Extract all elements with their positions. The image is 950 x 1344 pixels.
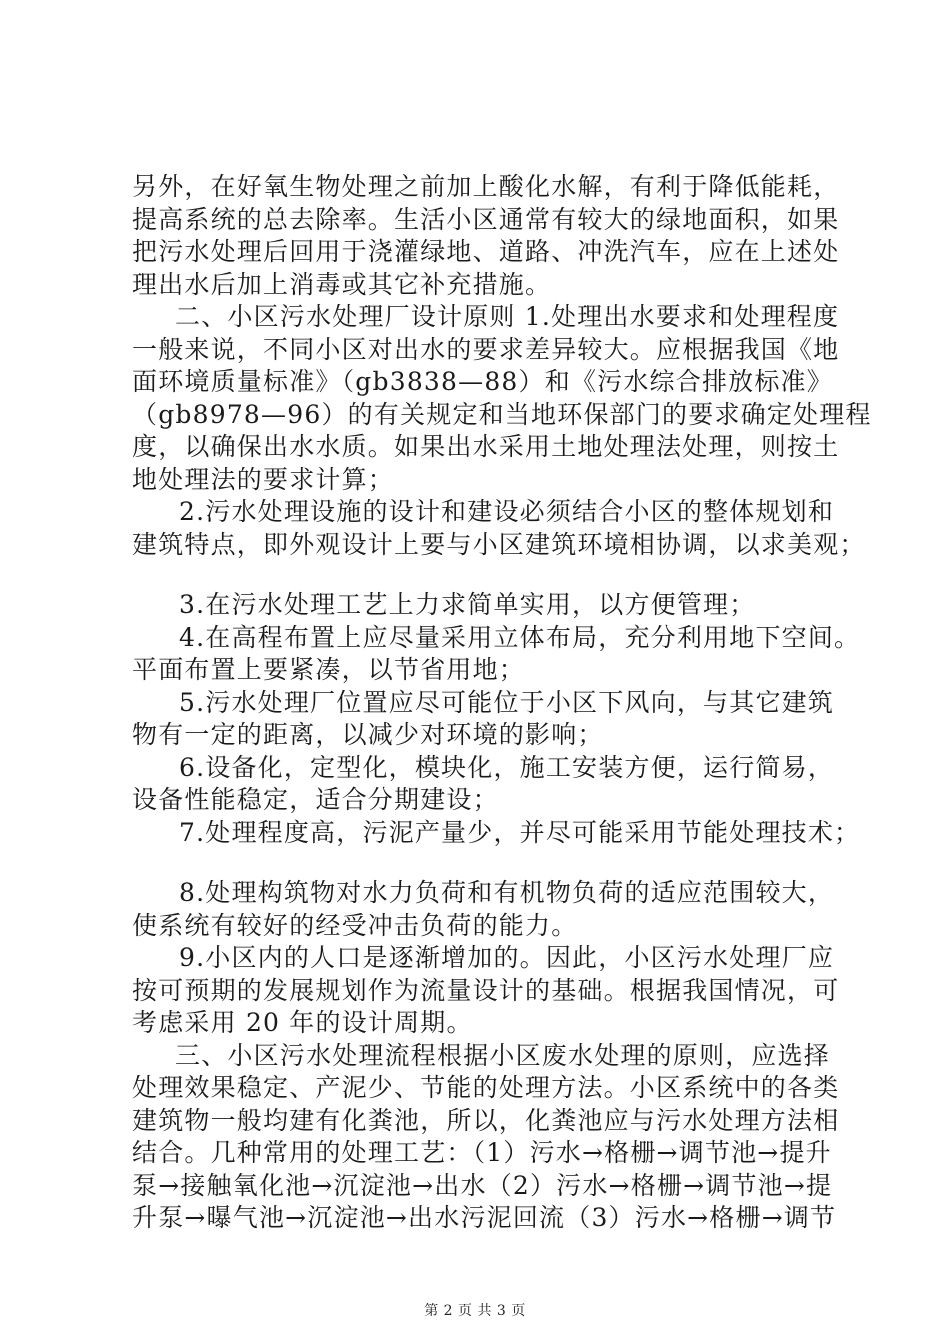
list-item-line: 8.处理构筑物对水力负荷和有机物负荷的适应范围较大， [179,878,835,907]
list-item-line: 3.在污水处理工艺上力求简单实用，以方便管理； [179,590,756,619]
section-heading-line: 三、小区污水处理流程根据小区废水处理的原则，应选择 [175,1040,831,1070]
list-item-line: 4.在高程布置上应尽量采用立体布局，充分利用地下空间。 [179,622,861,652]
list-item-line: 5.污水处理厂位置应尽可能位于小区下风向，与其它建筑 [179,687,835,717]
text-line: 另外，在好氧生物处理之前加上酸化水解，有利于降低能耗， [132,172,840,201]
text-line: 建筑物一般均建有化粪池，所以，化粪池应与污水处理方法相 [132,1105,840,1135]
body-text [132,171,872,1235]
text-line: 泵→接触氧化池→沉淀池→出水（2）污水→格栅→调节池→提 [132,1170,833,1200]
text-line: 物有一定的距离，以减少对环境的影响； [132,720,604,749]
text-line: 处理效果稳定、产泥少、节能的处理方法。小区系统中的各类 [132,1073,840,1102]
text-line: 把污水处理后回用于浇灌绿地、道路、冲洗汽车，应在上述处 [132,237,840,266]
text-line: 提高系统的总去除率。生活小区通常有较大的绿地面积，如果 [132,204,840,234]
section-heading-line: 二、小区污水处理厂设计原则 1.处理出水要求和处理程度 [175,302,840,331]
text-line: 理出水后加上消毒或其它补充措施。 [132,269,552,299]
text-line: 使系统有较好的经受冲击负荷的能力。 [132,910,578,940]
list-item-line: 7.处理程度高，污泥产量少，并尽可能采用节能处理技术； [179,817,861,847]
text-line: 升泵→曝气池→沉淀池→出水污泥回流（3）污水→格栅→调节 [132,1203,837,1232]
text-line: 一般来说，不同小区对出水的要求差异较大。应根据我国《地 [132,334,840,364]
text-line: 建筑特点，即外观设计上要与小区建筑环境相协调，以求美观； [132,529,866,559]
list-item-line: 6.设备化，定型化，模块化，施工安装方便，运行简易， [179,752,835,782]
text-line: 考虑采用 20 年的设计周期。 [132,1008,473,1037]
text-line: 按可预期的发展规划作为流量设计的基础。根据我国情况，可 [132,975,840,1005]
text-line: 平面布置上要紧凑，以节省用地； [132,655,526,684]
text-line: （gb8978—96）的有关规定和当地环保部门的要求确定处理程 [132,399,872,429]
text-line: 结合。几种常用的处理工艺：（1）污水→格栅→调节池→提升 [132,1138,832,1167]
text-line: 度，以确保出水水质。如果出水采用土地处理法处理，则按土 [132,432,840,461]
paragraph-gap [132,849,842,877]
text-line: 设备性能稳定，适合分期建设； [132,785,499,814]
page-footer: 第 2 页 共 3 页 [424,1303,526,1319]
text-line: 面环境质量标准》（gb3838—88）和《污水综合排放标准》 [132,367,833,396]
text-line: 地处理法的要求计算； [132,464,395,494]
list-item-line: 9.小区内的人口是逐渐增加的。因此，小区污水处理厂应 [179,943,835,972]
paragraph-gap [132,561,842,589]
list-item-line: 2.污水处理设施的设计和建设必须结合小区的整体规划和 [179,497,835,526]
